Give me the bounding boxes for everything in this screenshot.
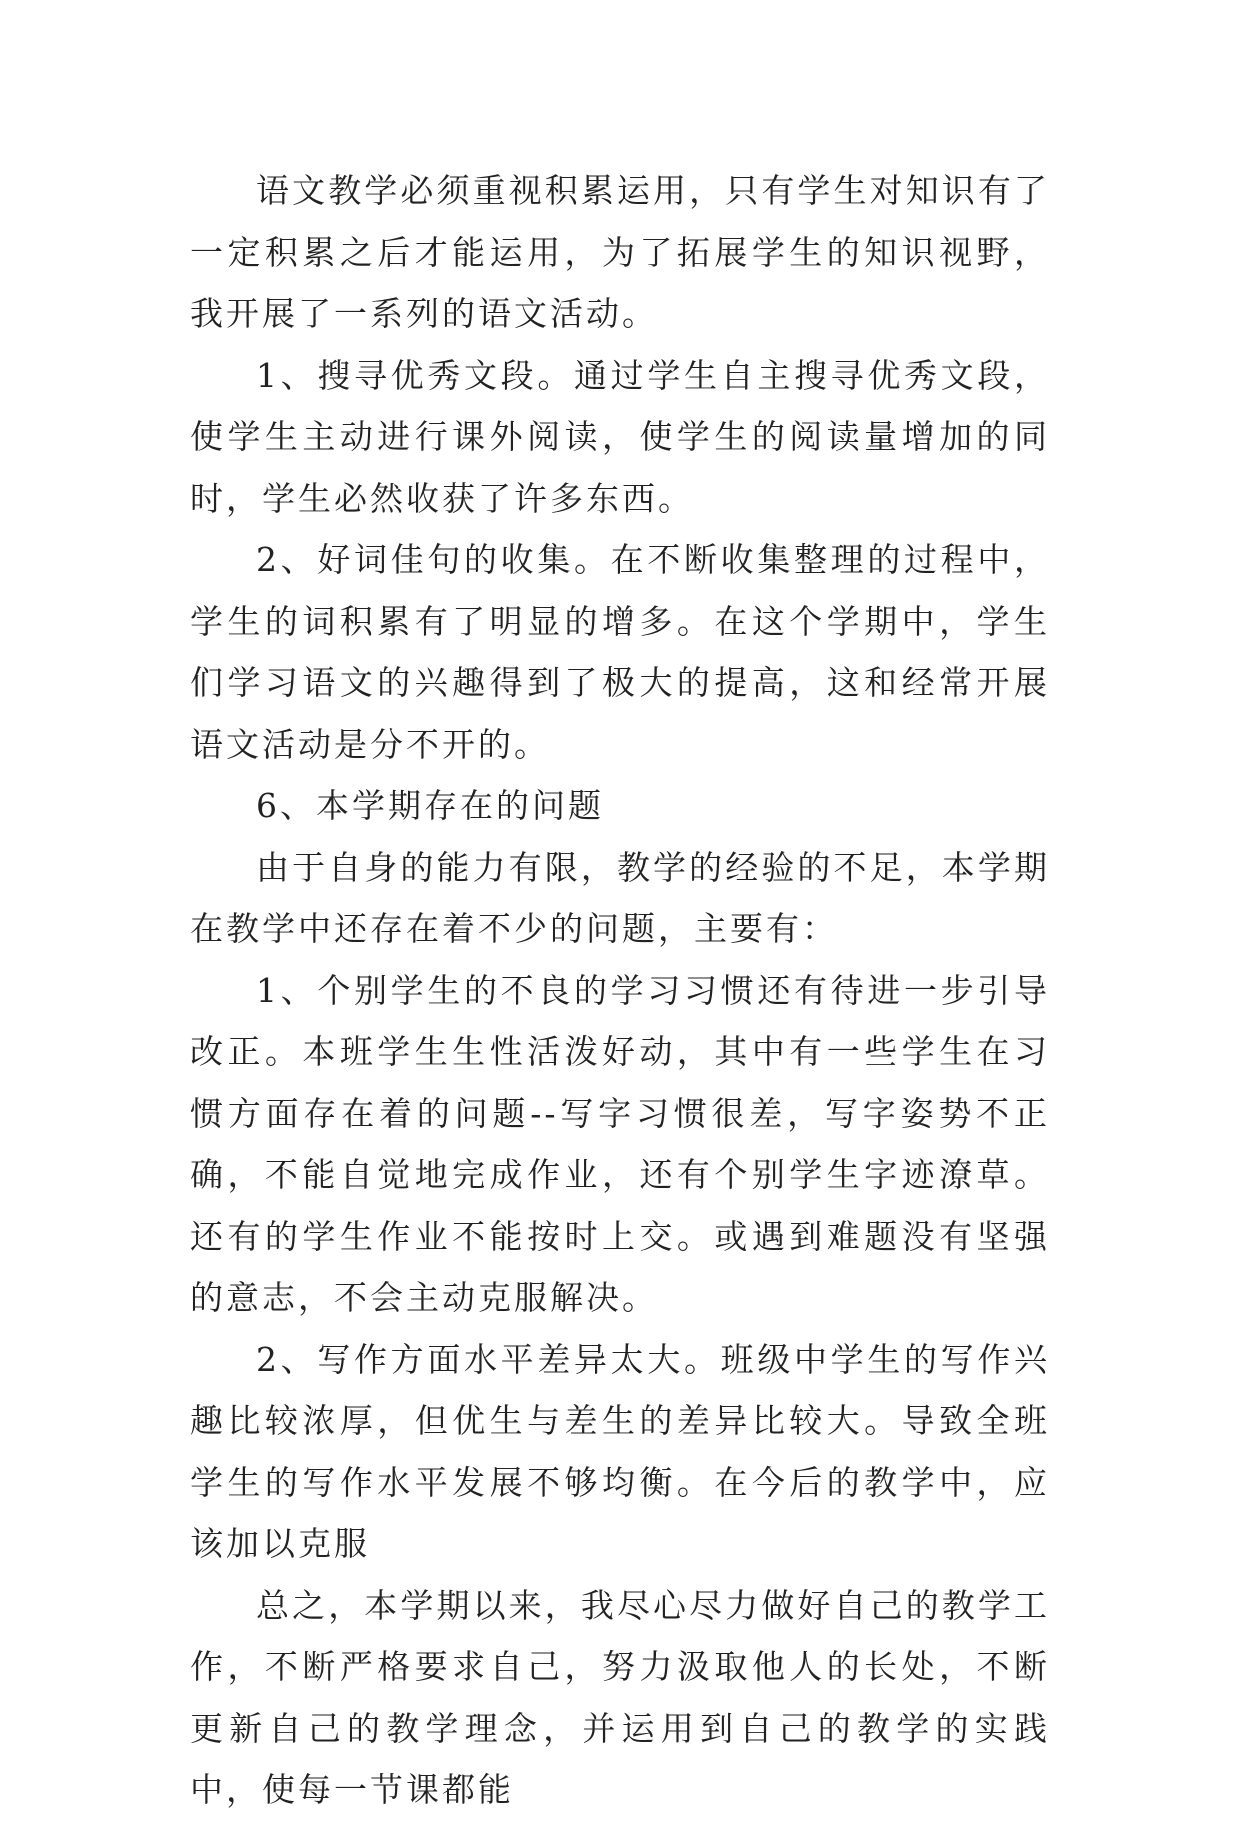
paragraph-summary: 总之，本学期以来，我尽心尽力做好自己的教学工作，不断严格要求自己，努力汲取他人的长处，不断更新自己的教学理念，并运用到自己的教学的实践中，使每一节课都能 xyxy=(190,1585,1050,1809)
section-heading-problems: 6、本学期存在的问题 xyxy=(256,786,604,825)
paragraph-problems-intro: 由于自身的能力有限，教学的经验的不足，本学期在教学中还存在着不少的问题，主要有： xyxy=(190,847,1050,948)
paragraph-problem-writing: 2、写作方面水平差异太大。班级中学生的写作兴趣比较浓厚，但优生与差生的差异比较大。导致全班学生的写作水平发展不够均衡。在今后的教学中，应该加以克服 xyxy=(190,1339,1050,1563)
paragraph-item-collect-phrases: 2、好词佳句的收集。在不断收集整理的过程中，学生的词积累有了明显的增多。在这个学期中，学生们学习语文的兴趣得到了极大的提高，这和经常开展语文活动是分不开的。 xyxy=(190,540,1050,764)
paragraph-intro: 语文教学必须重视积累运用，只有学生对知识有了一定积累之后才能运用，为了拓展学生的知识视野，我开展了一系列的语文活动。 xyxy=(190,171,1050,333)
paragraph-item-search-passages: 1、搜寻优秀文段。通过学生自主搜寻优秀文段，使学生主动进行课外阅读，使学生的阅读量增加的同时，学生必然收获了许多东西。 xyxy=(190,355,1050,518)
paragraph-problem-habits: 1、个别学生的不良的学习习惯还有待进一步引导改正。本班学生生性活泼好动，其中有一些学生在习惯方面存在着的问题--写字习惯很差，写字姿势不正确，不能自觉地完成作业，还有个别学生字迹潦草。还有的学生作业不能按时上交。或遇到难题没有坚强的意志，不会主动克服解决。 xyxy=(190,970,1050,1317)
document-body xyxy=(190,160,1050,1821)
